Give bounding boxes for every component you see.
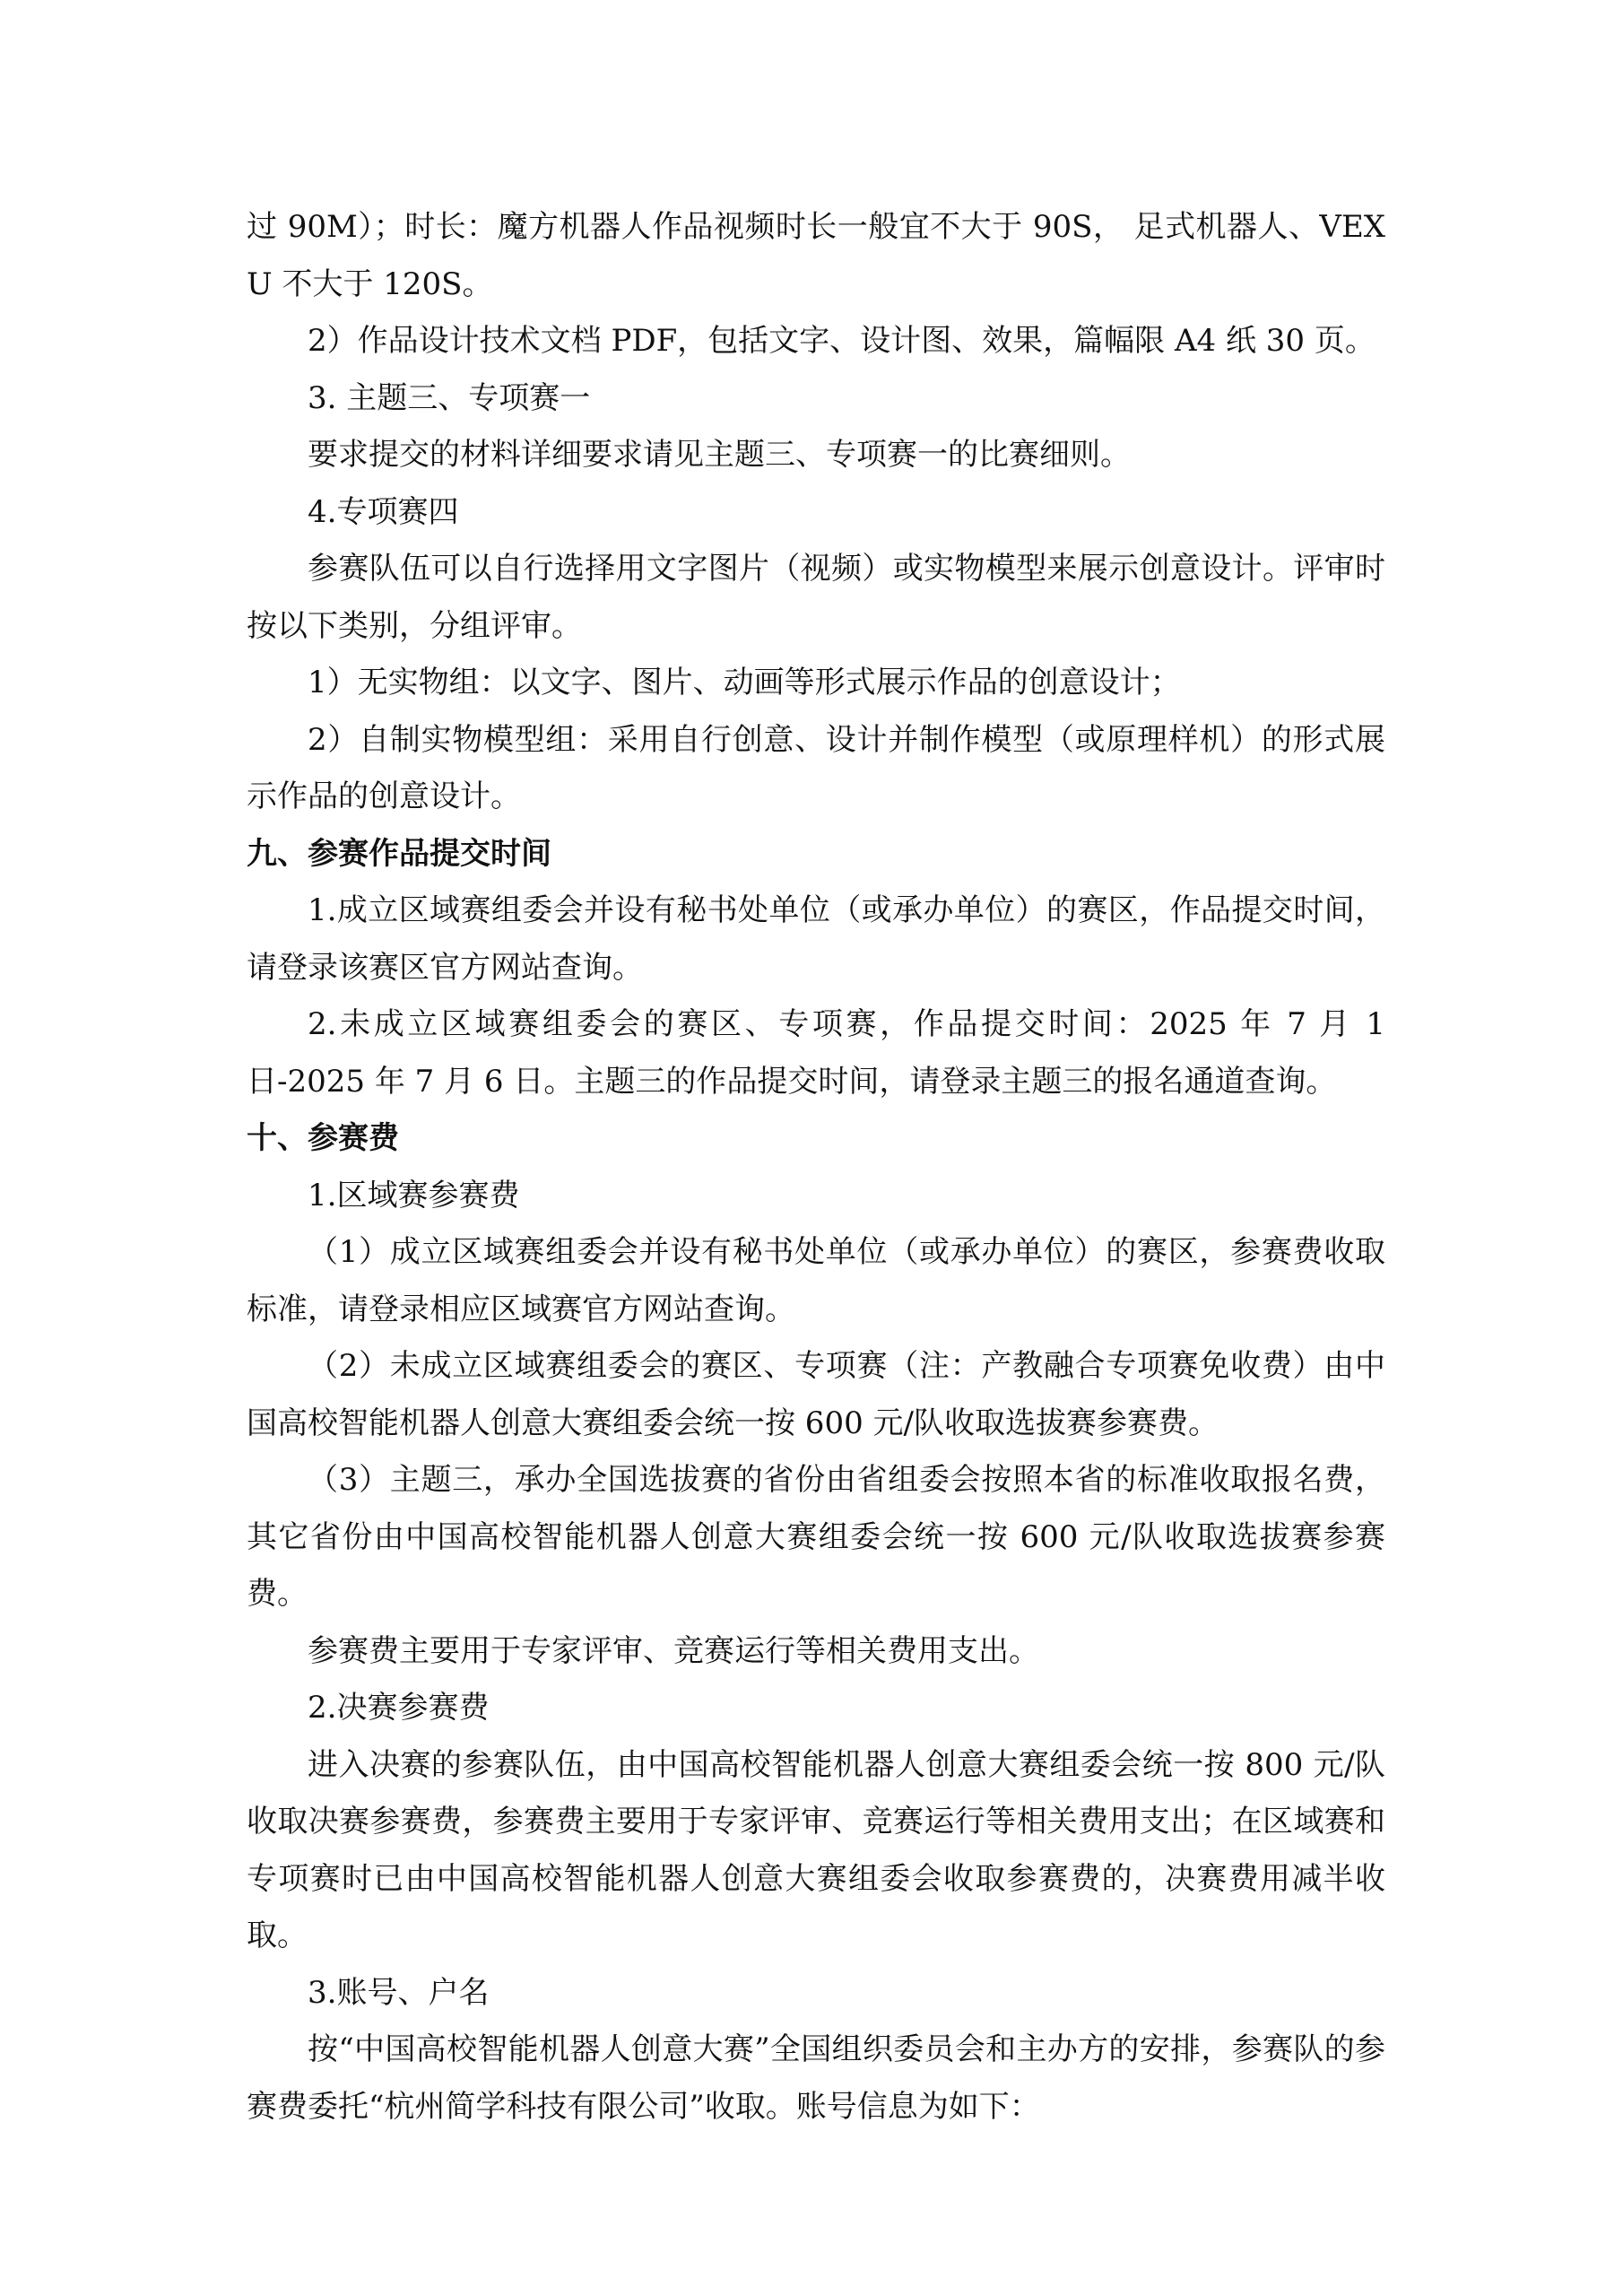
paragraph: 4.专项赛四: [308, 493, 459, 530]
paragraph: 3. 主题三、专项赛一: [308, 379, 591, 416]
section-heading: 九、参赛作品提交时间: [247, 835, 551, 872]
document-body: [247, 199, 1385, 2135]
paragraph: 进入决赛的参赛队伍，由中国高校智能机器人创意大赛组委会统一按 800 元/队收取决赛参赛费，参赛费主要用于专家评审、竞赛运行等相关费用支出；在区域赛和专项赛时已由中国高校智能机器人创意大赛组委会收取参赛费的，决赛费用减半收取。: [247, 1746, 1385, 1953]
paragraph: （2）未成立区域赛组委会的赛区、专项赛（注：产教融合专项赛免收费）由中国高校智能机器人创意大赛组委会统一按 600 元/队收取选拔赛参赛费。: [247, 1348, 1385, 1441]
paragraph: 3.账号、户名: [308, 1974, 490, 2011]
paragraph: 参赛队伍可以自行选择用文字图片（视频）或实物模型来展示创意设计。评审时按以下类别，分组评审。: [247, 551, 1385, 644]
paragraph: 按“中国高校智能机器人创意大赛”全国组织委员会和主办方的安排，参赛队的参赛费委托“杭州简学科技有限公司”收取。账号信息为如下：: [247, 2031, 1385, 2125]
paragraph: 2）作品设计技术文档 PDF，包括文字、设计图、效果，篇幅限 A4 纸 30 页。: [308, 323, 1376, 359]
paragraph: 1.区域赛参赛费: [308, 1177, 520, 1213]
paragraph: （1）成立区域赛组委会并设有秘书处单位（或承办单位）的赛区，参赛费收取标准，请登录相应区域赛官方网站查询。: [247, 1234, 1385, 1327]
paragraph: 2.未成立区域赛组委会的赛区、专项赛，作品提交时间：2025 年 7 月 1 日-2025 年 7 月 6 日。主题三的作品提交时间，请登录主题三的报名通道查询。: [247, 1006, 1385, 1100]
paragraph: 1.成立区域赛组委会并设有秘书处单位（或承办单位）的赛区，作品提交时间，请登录该赛区官方网站查询。: [247, 892, 1385, 986]
paragraph: （3）主题三，承办全国选拔赛的省份由省组委会按照本省的标准收取报名费，其它省份由中国高校智能机器人创意大赛组委会统一按 600 元/队收取选拔赛参赛费。: [247, 1462, 1385, 1612]
paragraph: 1）无实物组：以文字、图片、动画等形式展示作品的创意设计；: [308, 665, 1181, 700]
paragraph: 参赛费主要用于专家评审、竞赛运行等相关费用支出。: [308, 1632, 1039, 1669]
paragraph: 过 90M）；时长：魔方机器人作品视频时长一般宜不大于 90S， 足式机器人、VEX U 不大于 120S。: [247, 209, 1385, 302]
paragraph: 2）自制实物模型组：采用自行创意、设计并制作模型（或原理样机）的形式展示作品的创意设计。: [247, 721, 1385, 814]
paragraph: 2.决赛参赛费: [308, 1690, 490, 1726]
paragraph: 要求提交的材料详细要求请见主题三、专项赛一的比赛细则。: [308, 437, 1131, 473]
section-heading: 十、参赛费: [247, 1120, 399, 1156]
